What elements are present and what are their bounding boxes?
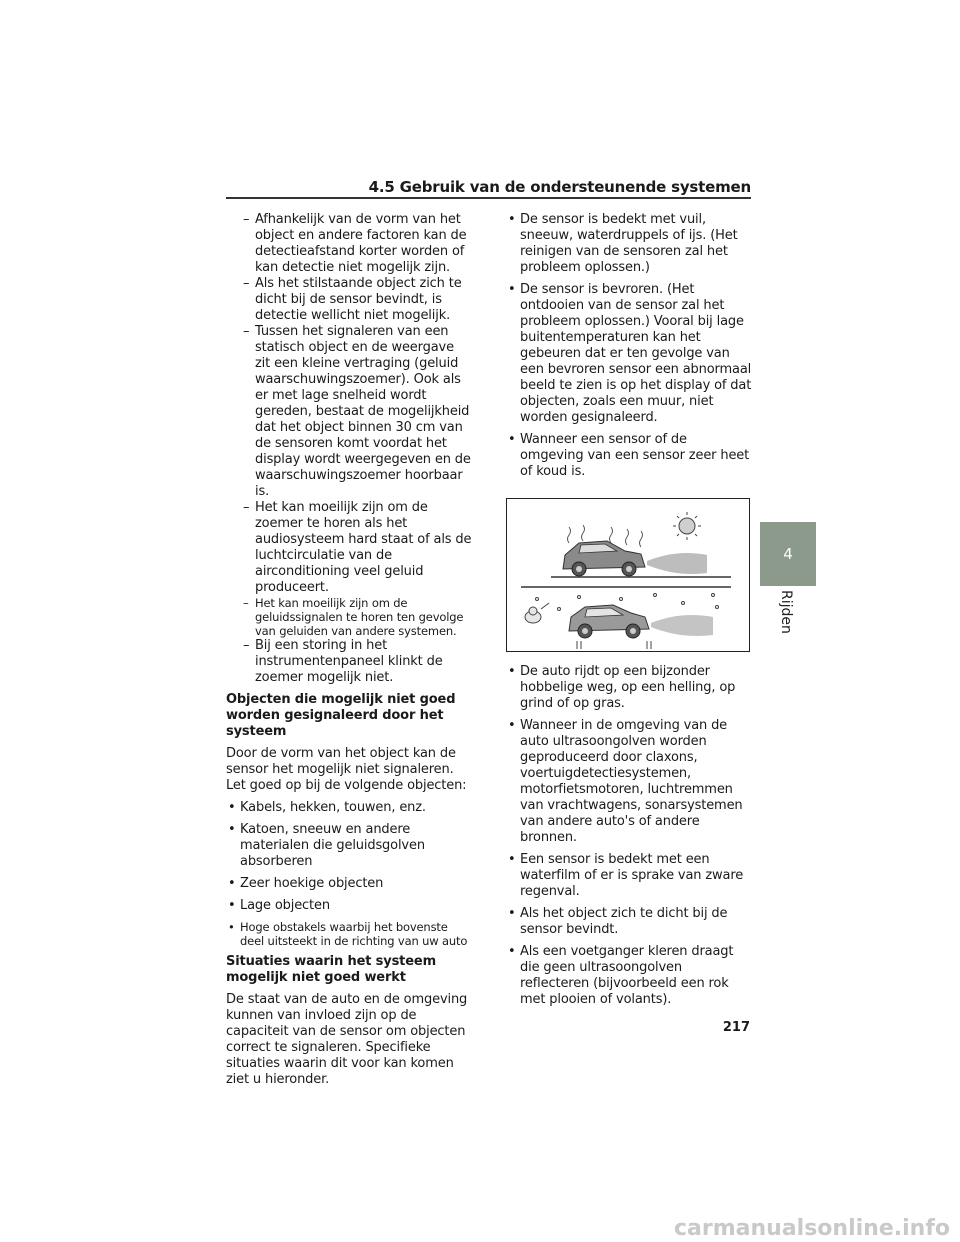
bullet-item: • Katoen, sneeuw en andere materialen die geluidsgolven absorberen [226,822,472,870]
page-number: 217 [722,1020,750,1035]
bullet-item: • De sensor is bevroren. (Het ontdooien van de sensor zal het probleem oplossen.) Vooral bij lage buitentemperaturen kan het gebeuren dat er ten gevolge van een bevroren sensor een abnormaal beeld te zien is op het display of dat objecten, zoals een muur, niet worden gesignaleerd. [506,282,752,426]
chapter-tab: 4 [760,522,816,586]
section-heading: Situaties waarin het systeem mogelijk niet goed werkt [226,954,436,985]
header-rule [226,197,751,199]
dash-item: – Het kan moeilijk zijn om de geluidssignalen te horen ten gevolge van geluiden van andere systemen. [226,596,472,638]
section-heading: Objecten die mogelijk niet goed worden gesignaleerd door het systeem [226,692,456,739]
sensor-wave-bottom [651,615,713,636]
watermark: carmanualsonline.info [674,1216,950,1241]
sensor-conditions-illustration [506,498,750,652]
section-header: 4.5 Gebruik van de ondersteunende systemen [368,178,751,196]
sensor-wave-top [647,553,707,574]
dash-item: – Als het stilstaande object zich te dicht bij de sensor bevindt, is detectie wellicht niet mogelijk. [226,276,472,324]
car-top-icon [563,541,645,576]
chapter-label-text: Rijden [778,590,794,634]
snow-person-icon [525,603,549,623]
bullet-item: • De auto rijdt op een bijzonder hobbelige weg, op een helling, op grind of op gras. [506,664,752,712]
bullet-item: • Kabels, hekken, touwen, enz. [226,800,472,816]
bullet-item: • Lage objecten [226,898,472,914]
dash-item: – Het kan moeilijk zijn om de zoemer te horen als het audiosysteem hard staat of als de luchtcirculatie van de airconditioning veel geluid produceert. [226,500,472,596]
dash-item: – Tussen het signaleren van een statisch object en de weergave zit een kleine vertraging (geluid waarschuwingszoemer). Ook als er met lage snelheid wordt gereden, bestaat de mogelijkheid dat het object binnen 30 cm van de sensoren komt voordat het display wordt weergegeven en de waarschuwingszoemer hoorbaar is. [226,324,472,500]
paragraph: Door de vorm van het object kan de sensor het mogelijk niet signaleren. Let goed op bij de volgende objecten: [226,746,467,793]
right-column [506,212,752,1014]
bullet-item: • Als het object zich te dicht bij de sensor bevindt. [506,906,752,938]
ice-marks [577,641,651,649]
paragraph: De staat van de auto en de omgeving kunnen van invloed zijn op de capaciteit van de sensor om objecten correct te signaleren. Specifieke situaties waarin dit voor kan komen ziet u hieronder. [226,992,468,1087]
dash-item: – Afhankelijk van de vorm van het object en andere factoren kan de detectieafstand korter worden of kan detectie niet mogelijk zijn. [226,212,472,276]
snowflakes [536,594,719,611]
bullet-item: • Hoge obstakels waarbij het bovenste deel uitsteekt in de richting van uw auto [226,920,472,948]
left-column [226,212,472,1094]
bullet-item: • Wanneer in de omgeving van de auto ultrasoongolven worden geproduceerd door claxons, voertuigdetectiesystemen, motorfietsmotoren, luchtremmen van vrachtwagens, sonarsystemen van andere auto's of andere bronnen. [506,718,752,846]
sun-icon [673,512,701,540]
bullet-item: • Wanneer een sensor of de omgeving van een sensor zeer heet of koud is. [506,432,752,480]
dash-item: – Bij een storing in het instrumentenpaneel klinkt de zoemer mogelijk niet. [226,638,472,686]
car-bottom-icon [569,605,649,638]
bullet-item: • Zeer hoekige objecten [226,876,472,892]
bullet-item: • De sensor is bedekt met vuil, sneeuw, waterdruppels of ijs. (Het reinigen van de sensoren zal het probleem oplossen.) [506,212,752,276]
bullet-item: • Een sensor is bedekt met een waterfilm of er is sprake van zware regenval. [506,852,752,900]
bullet-item: • Als een voetganger kleren draagt die geen ultrasoongolven reflecteren (bijvoorbeeld een rok met plooien of volants). [506,944,752,1008]
chapter-label [776,590,800,650]
